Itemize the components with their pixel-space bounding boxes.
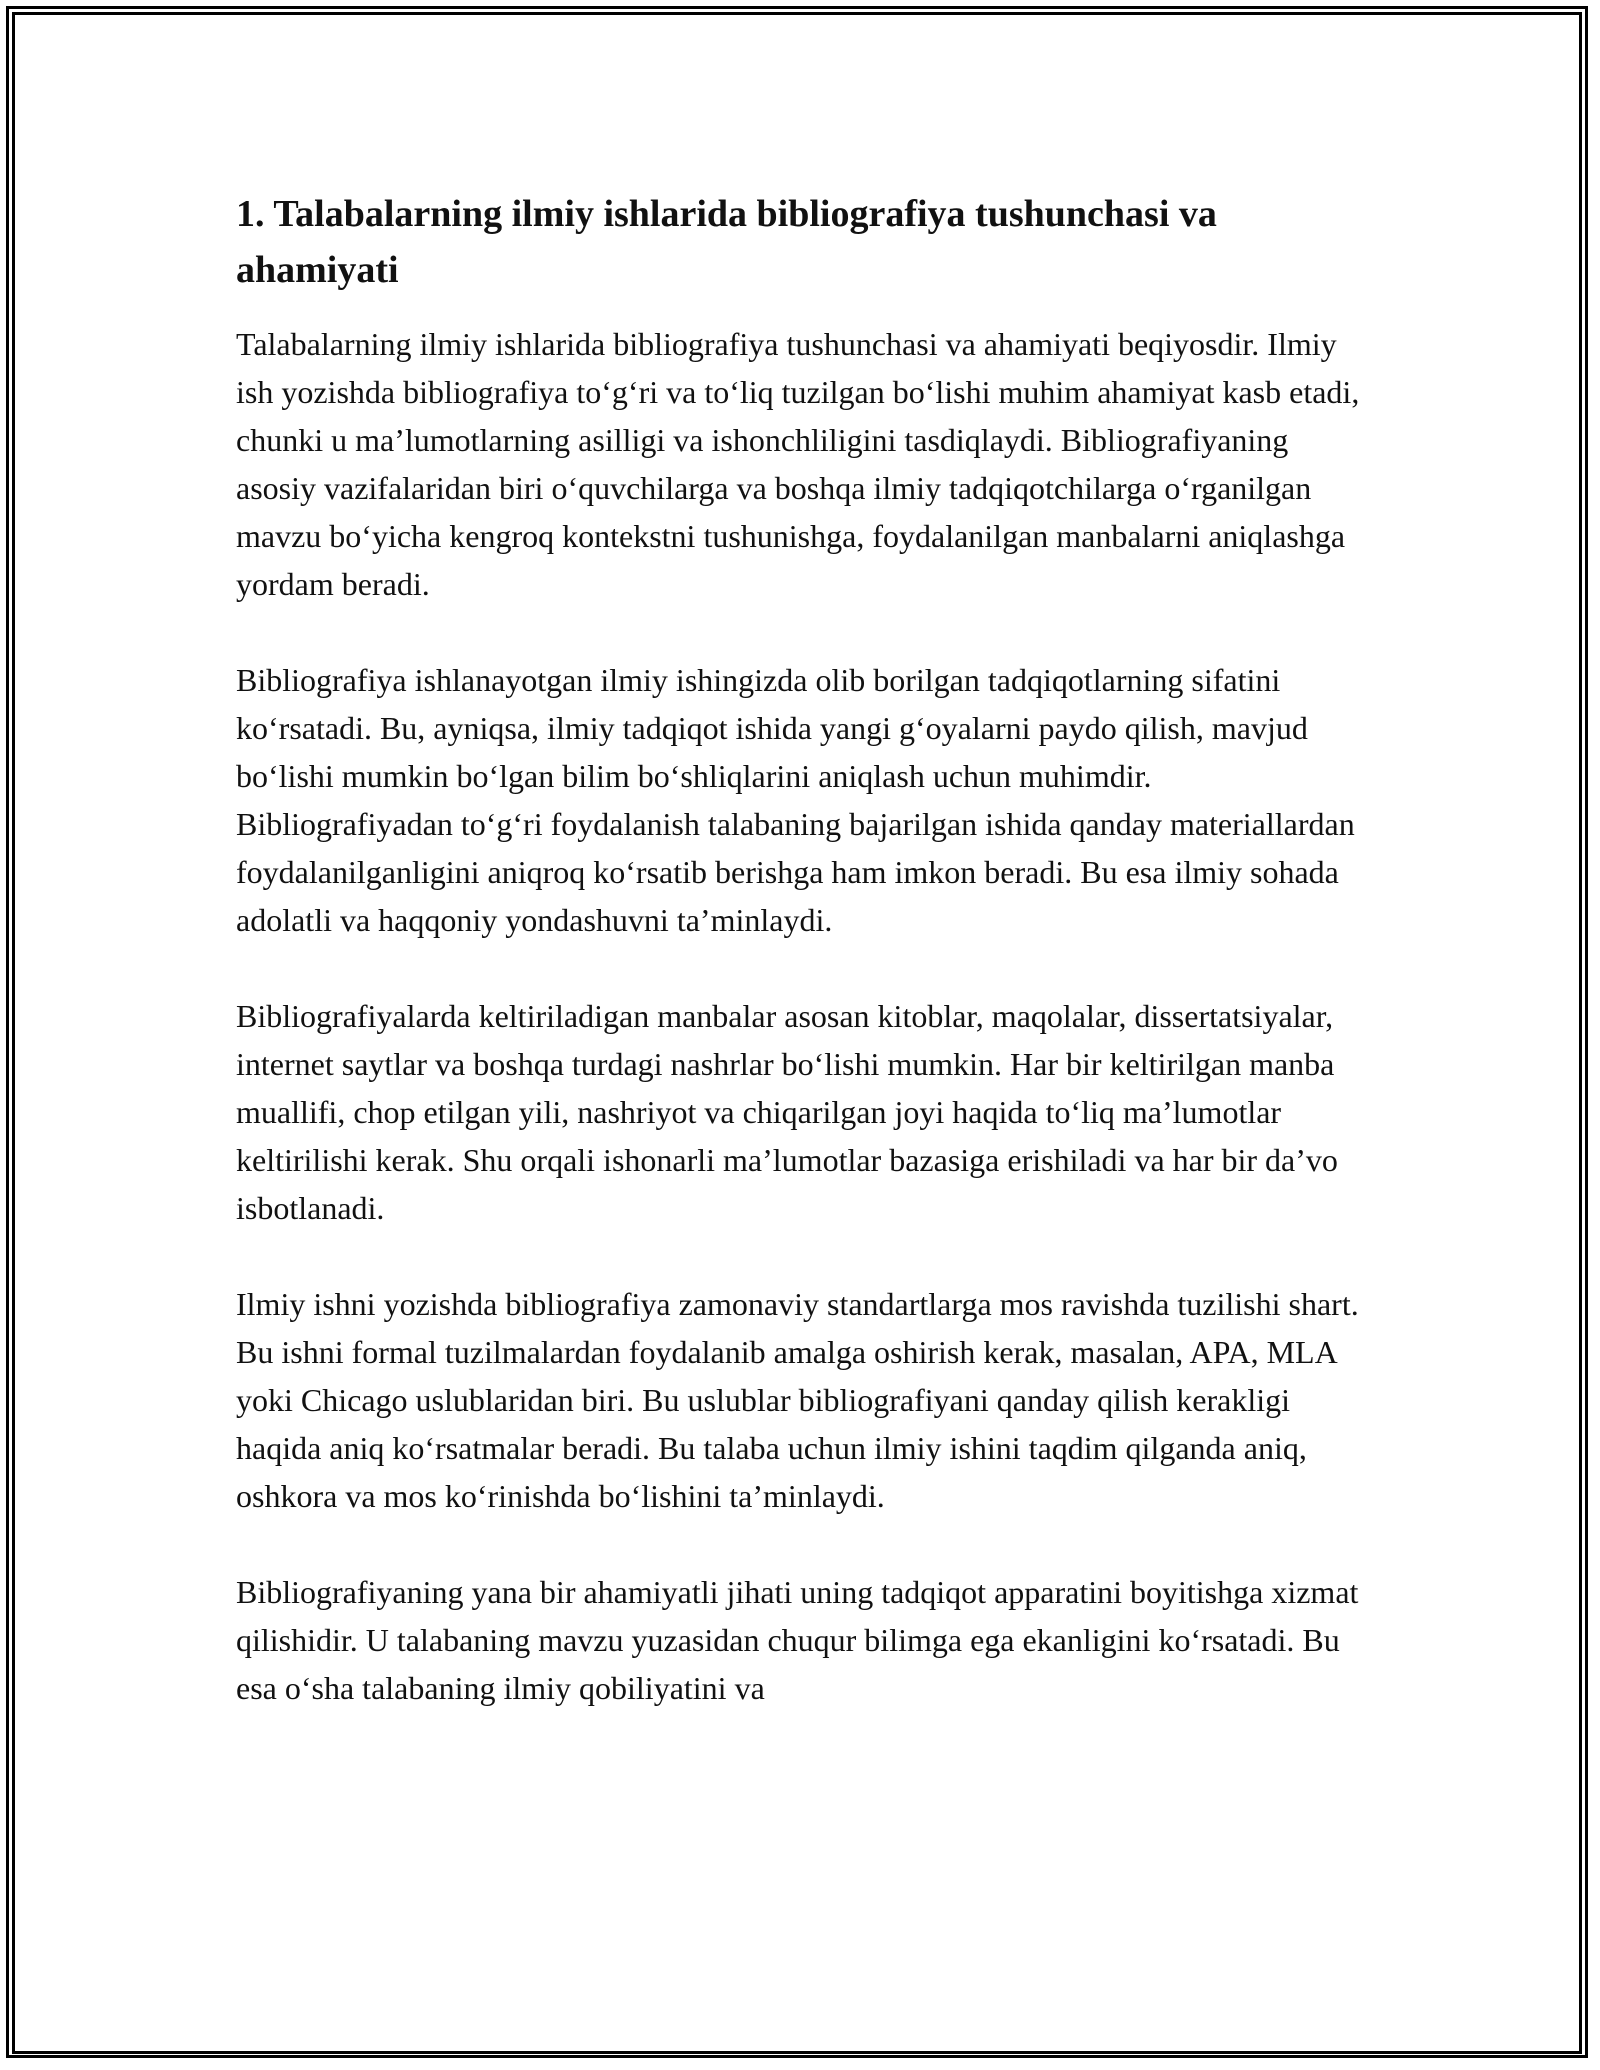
paragraph-1: Talabalarning ilmiy ishlarida bibliografiya tushunchasi va ahamiyati beqiyosdir. Ilmiy ish yozishda bibliografiya to‘g‘ri va to‘liq tuzilgan bo‘lishi muhim ahamiyat kasb etadi, chunki u ma’lumotlarning asilligi va ishonchliligini tasdiqlaydi. Bibliografiyaning asosiy vazifalaridan biri o‘quvchilarga va boshqa ilmiy tadqiqotchilarga o‘rganilgan mavzu bo‘yicha kengroq kontekstni tushunishga, foydalanilgan manbalarni aniqlashga yordam beradi. — [236, 326, 1360, 602]
paragraph-5: Bibliografiyaning yana bir ahamiyatli jihati uning tadqiqot apparatini boyitishga xizmat qilishidir. U talabaning mavzu yuzasidan chuqur bilimga ega ekanligini ko‘rsatadi. Bu esa o‘sha talabaning ilmiy qobiliyatini va — [236, 1574, 1359, 1706]
paragraph-2: Bibliografiya ishlanayotgan ilmiy ishingizda olib borilgan tadqiqotlarning sifatini ko‘rsatadi. Bu, ayniqsa, ilmiy tadqiqot ishida yangi g‘oyalarni paydo qilish, mavjud bo‘lishi mumkin bo‘lgan bilim bo‘shliqlarini aniqlash uchun muhimdir. Bibliografiyadan to‘g‘ri foydalanish talabaning bajarilgan ishida qanday materiallardan foydalanilganligini aniqroq ko‘rsatib berishga ham imkon beradi. Bu esa ilmiy sohada adolatli va haqqoniy yondashuvni ta’minlaydi. — [236, 662, 1355, 938]
paragraph-3: Bibliografiyalarda keltiriladigan manbalar asosan kitoblar, maqolalar, dissertatsiyalar, internet saytlar va boshqa turdagi nashrlar bo‘lishi mumkin. Har bir keltirilgan manba muallifi, chop etilgan yili, nashriyot va chiqarilgan joyi haqida to‘liq ma’lumotlar keltirilishi kerak. Shu orqali ishonarli ma’lumotlar bazasiga erishiladi va har bir da’vo isbotlanadi. — [236, 998, 1338, 1226]
section-heading: 1. Talabalarning ilmiy ishlarida bibliografiya tushunchasi va ahamiyati — [236, 193, 1217, 291]
paragraph-4: Ilmiy ishni yozishda bibliografiya zamonaviy standartlarga mos ravishda tuzilishi shart. Bu ishni formal tuzilmalardan foydalanib amalga oshirish kerak, masalan, APA, MLA yoki Chicago uslublaridan biri. Bu uslublar bibliografiyani qanday qilish kerakligi haqida aniq ko‘rsatmalar beradi. Bu talaba uchun ilmiy ishini taqdim qilganda aniq, oshkora va mos ko‘rinishda bo‘lishini ta’minlaydi. — [236, 1286, 1359, 1514]
document-body — [236, 186, 1376, 1760]
